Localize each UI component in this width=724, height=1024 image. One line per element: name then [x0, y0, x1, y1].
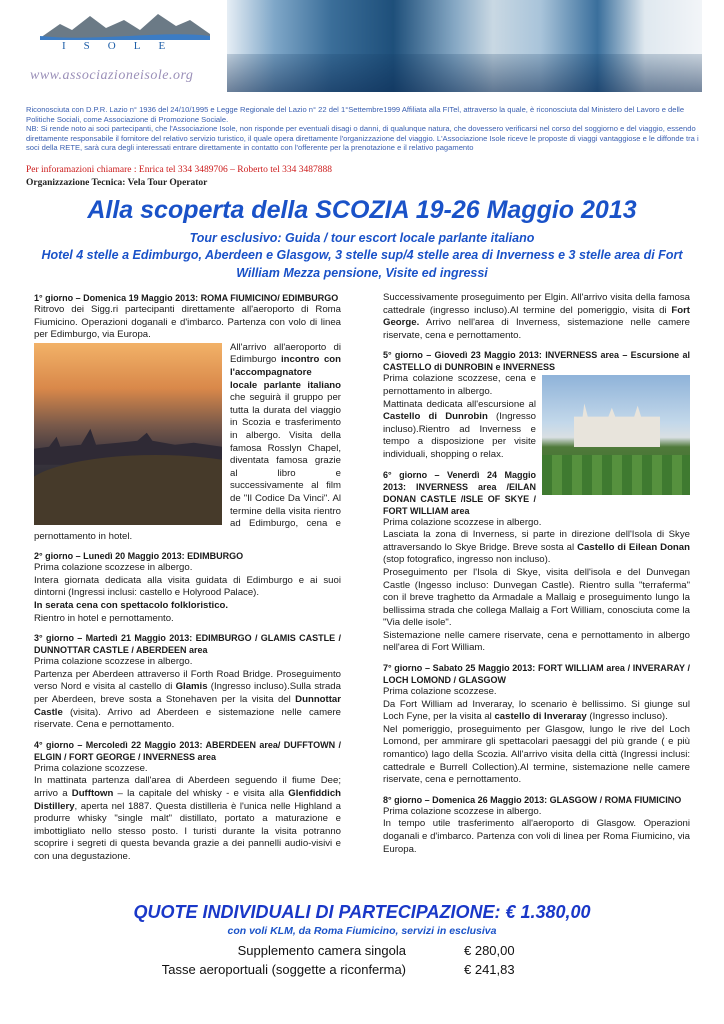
mountains-logo-icon — [40, 10, 210, 40]
sea-image — [227, 54, 702, 92]
edinburgh-photo — [34, 343, 222, 525]
notice-recognition: Riconosciuta con D.P.R. Lazio n° 1936 del 24/10/1995 e Legge Regionale del Lazio n° 22 del 1°Settembre1999 Affiliata alla FITel, attraverso la quale, è riconosciuta dal Ministero del Lavoro e delle Politiche Sociali, come Associazione di Promozione Sociale. — [26, 105, 685, 124]
contacts-line: Per inforamazioni chiamare : Enrica tel 334 3489706 – Roberto tel 334 3487888 — [26, 165, 333, 175]
day2-text2: Intera giornata dedicata alla visita guidata di Edimburgo e ai suoi dintorni (Ingressi inclusi: castello e Holyrood Palace). — [34, 574, 341, 599]
day1-text2: All'arrivo all'aeroporto di Edimburgo incontro con l'accompagnatore locale parlante italiano che seguirà il gruppo per tutta la durata del viaggio in Scozia e trasferimento in albergo. Visita della famosa Rosslyn Chapel, diventata famosa grazie al libro e successivamente al film de "Il Codice Da Vinci". Al termine della visita rientro ad Edimburgo, cena e pernottamento in hotel. — [34, 341, 341, 542]
page-subtitle: Tour esclusivo: Guida / tour escort locale parlante italiano — [189, 231, 535, 245]
tech-organization: Organizzazione Tecnica: Vela Tour Operator — [26, 178, 208, 188]
day4-heading: 4° giorno – Mercoledì 22 Maggio 2013: ABERDEEN area/ DUFFTOWN / ELGIN / FORT GEORGE / INVERNESS area — [34, 739, 341, 762]
day4-text3: Successivamente proseguimento per Elgin. All'arrivo visita della famosa cattedrale (ingresso incluso).Al termine del pomeriggio, visita di Fort George. Arrivo nell'area di Inverness, sistemazione nelle camere riservate, cena e pernottamento. — [383, 292, 690, 341]
day6-text4: Sistemazione nelle camere riservate, cena e pernottamento in albergo nell'area di Fort William. — [383, 629, 690, 654]
day8-text1: Prima colazione scozzese in albergo. — [383, 805, 542, 817]
day3-text1: Prima colazione scozzese in albergo. — [34, 656, 193, 668]
day4-text2: In mattinata partenza dall'area di Aberdeen seguendo il fiume Dee; arrivo a Dufftown – la capitale del whisky - e visita alla Glenfiddich Distillery, aperta nel 1887. Questa distilleria è l'unica nelle Highland a produrre whisky "single malt" distillato, portato a maturazione e imbottigliato nello stesso posto. I turisti durante la visita potranno scoprire i segreti di questa bevanda grazie a dei pannelli audio-visivi e con una degustazione. — [34, 775, 342, 862]
page-title: Alla scoperta della SCOZIA 19-26 Maggio 2013 — [87, 196, 637, 224]
day2-text3: In serata cena con spettacolo folkloristico. — [34, 600, 229, 612]
day3-text2: Partenza per Aberdeen attraverso il Forth Road Bridge. Proseguimento verso Nord e visita al castello di Glamis (Ingresso incluso).Sulla strada per Aberdeen, breve sosta a Stonehaven per la visita del Dunnottar Castle (visita). Arrivo ad Aberdeen e sistemazione nelle camere riservate. Cena e pernottamento. — [34, 668, 341, 731]
day7-heading: 7° giorno – Sabato 25 Maggio 2013: FORT WILLIAM area / INVERARAY / LOCH LOMOND / GLASGOW — [383, 663, 690, 686]
logo-url: www.associazioneisole.org — [30, 68, 194, 83]
day2-text1: Prima colazione scozzese in albergo. — [34, 562, 193, 574]
day1-text1: Ritrovo dei Sigg.ri partecipanti direttamente all'aeroporto di Roma Fiumicino. Operazioni doganali e d'imbarco. Partenza con volo di linea per Edimburgo, via Europa. — [34, 304, 341, 341]
day1-heading: 1° giorno – Domenica 19 Maggio 2013: ROMA FIUMICINO/ EDIMBURGO — [34, 293, 339, 303]
price-heading: QUOTE INDIVIDUALI DI PARTECIPAZIONE: € 1.380,00 — [133, 902, 591, 922]
day5-text2: Mattinata dedicata all'escursione al Castello di Dunrobin (Ingresso incluso).Rientro ad Inverness e tempo a disposizione per visite individuali, shopping o relax. — [383, 398, 536, 460]
price-label: Supplemento camera singola — [237, 943, 406, 958]
day8-text2: In tempo utile trasferimento all'aeroporto di Glasgow. Operazioni doganali e d'imbarco. Partenza con voli di linea per Roma Fiumicino, via Europa. — [383, 818, 690, 855]
day5-heading: 5° giorno – Giovedì 23 Maggio 2013: INVERNESS area – Escursione al CASTELLO di DUNROBIN e INVERNESS — [383, 350, 690, 373]
price-label: Tasse aeroportuali (soggette a riconferma) — [161, 962, 406, 977]
day5-text1: Prima colazione scozzese, cena e pernottamento in albergo. — [383, 373, 536, 397]
day7-text3: Nel pomeriggio, proseguimento per Glasgow, lungo le rive del Loch Lomond, per ammirare gli spettacolari paesaggi del più grande ( e più romantico) lago della Scozia. All'arrivo visita della città (Ingressi inclusi: cattedrale e Burrell Collection).Al termine, sistemazione nelle camere riservate, cena e pernottamento. — [383, 723, 690, 786]
day6-text1: Prima colazione scozzese in albergo. — [383, 516, 542, 528]
day8-heading: 8° giorno – Domenica 26 Maggio 2013: GLASGOW / ROMA FIUMICINO — [383, 794, 682, 805]
itinerary-left-column — [34, 292, 341, 864]
castle-garden — [542, 455, 690, 495]
calton-hill — [34, 455, 222, 525]
day7-text1: Prima colazione scozzese. — [383, 686, 497, 698]
itinerary-right-column — [383, 292, 690, 856]
day6-text2: Lasciata la zona di Inverness, si parte in direzione dell'Isola di Skye attraversando lo Skye Bridge. Breve sosta al Castello di Eilean Donan (stop fotografico, ingresso non incluso). — [383, 529, 690, 566]
price-value: € 241,83 — [464, 962, 515, 977]
notice-disclaimer: NB: Si rende noto ai soci partecipanti, che l'Associazione Isole, non risponde per eventuali disagi o danni, di qualunque natura, che dovessero verificarsi nel corso del soggiorno e del viaggio, essendo direttamente responsabile il fornitore del relativo servizio turistico, il quale opera direttamente l'organizzazione del viaggio. L'Associazione Isole riceve le proposte di viaggi vantaggiose e le diffonde tra i soci della RETE, sarà cura degli interessati entrare direttamente in contatto con l'offerente per la prenotazione e il relativo pagamento — [26, 124, 699, 153]
isole-logo — [22, 0, 227, 92]
day3-heading: 3° giorno – Martedì 21 Maggio 2013: EDIMBURGO / GLAMIS CASTLE / DUNNOTTAR CASTLE / ABERDEEN area — [34, 633, 341, 656]
day6-text3: Proseguimento per l'Isola di Skye, visita dell'isola e del Dunvegan Castle (Ingesso incluso: Dunvegan Castle). Rientro sulla "terraferma" con il breve traghetto da Armadale a Mallaig e proseguimento lungo la bellissima strada che collega Mallaig a Fort William, conosciuta come la "Via delle isole". — [383, 566, 690, 629]
day7-text2: Da Fort William ad Inveraray, lo scenario è bellissimo. Si giunge sul Loch Fyne, per la visita al castello di Inveraray (Ingresso incluso). — [383, 698, 690, 723]
legal-notice — [26, 105, 702, 153]
logo-text: ISOLE — [62, 40, 184, 52]
hotel-info: Hotel 4 stelle a Edimburgo, Aberdeen e Glasgow, 3 stelle sup/4 stelle area di Inverness e 3 stelle area di Fort William Mezza pensione, Visite ed ingressi — [41, 248, 683, 280]
day4-text1: Prima colazione scozzese. — [34, 762, 148, 774]
price-value: € 280,00 — [464, 943, 515, 958]
header-banner — [22, 0, 702, 92]
castle-shape — [574, 403, 660, 447]
day2-text4: Rientro in hotel e pernottamento. — [34, 612, 174, 624]
header-photo-strip — [227, 0, 702, 92]
price-subheading: con voli KLM, da Roma Fiumicino, servizi in esclusiva — [227, 925, 497, 937]
day2-heading: 2° giorno – Lunedì 20 Maggio 2013: EDIMBURGO — [34, 551, 244, 562]
day6-heading: 6° giorno – Venerdì 24 Maggio 2013: INVERNESS area /EILAN DONAN CASTLE /ISLE OF SKYE / FORT WILLIAM area — [383, 469, 536, 516]
dunrobin-castle-photo — [542, 375, 690, 495]
